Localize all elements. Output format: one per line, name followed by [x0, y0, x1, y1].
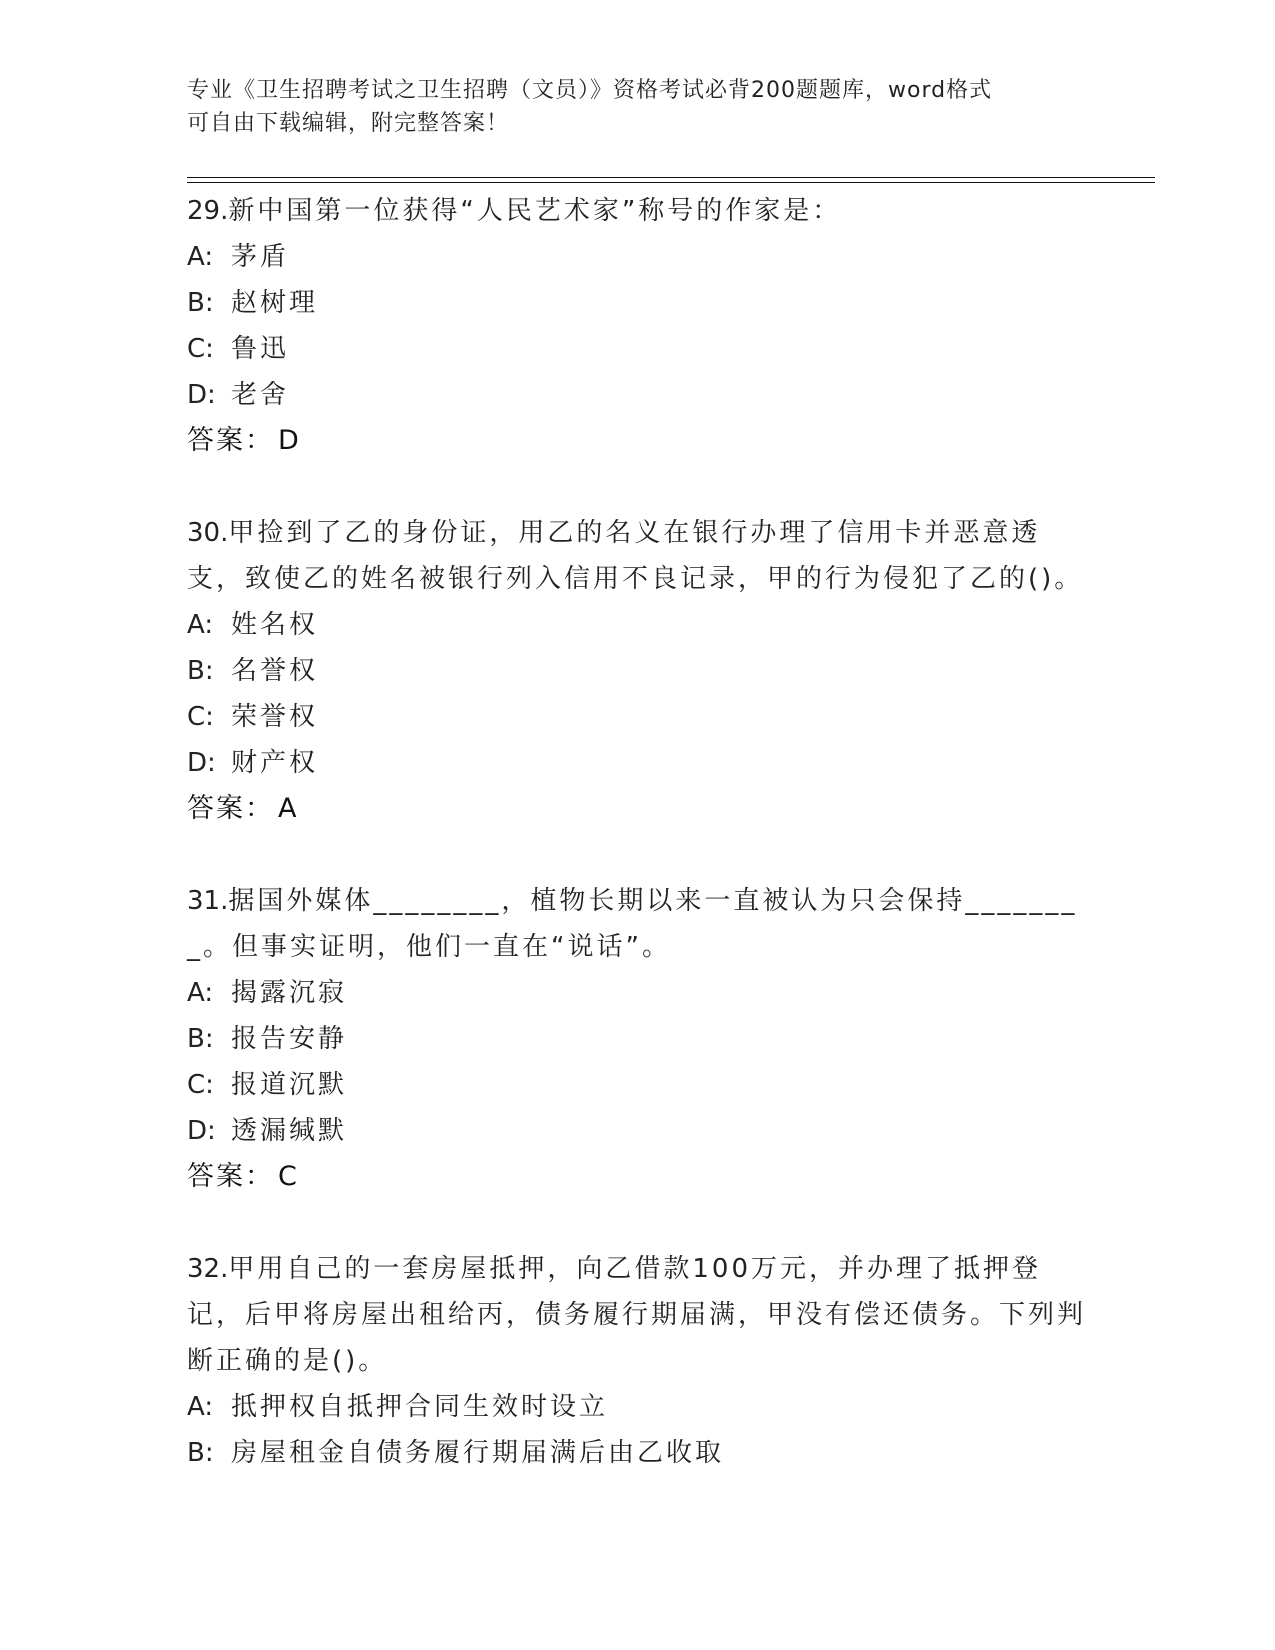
question-number: 32. [187, 1254, 229, 1284]
option-c [187, 1062, 1087, 1108]
option-text: 荣誉权 [231, 702, 319, 732]
option-b [187, 1430, 1087, 1476]
question-stem [187, 1246, 1087, 1384]
option-b [187, 280, 1087, 326]
option-text: 茅盾 [231, 242, 290, 272]
question-31 [187, 878, 1087, 1200]
header-divider-top [187, 177, 1155, 178]
option-text: 透漏缄默 [231, 1116, 348, 1146]
option-text: 报告安静 [231, 1024, 348, 1054]
option-b [187, 648, 1087, 694]
option-letter: B: [187, 1438, 214, 1468]
answer-value: C [278, 1161, 297, 1192]
document-header [187, 74, 1067, 140]
answer-line [187, 418, 1087, 464]
header-line-2: 可自由下载编辑，附完整答案！ [187, 111, 510, 136]
question-stem [187, 188, 1087, 234]
option-letter: D: [187, 380, 216, 410]
option-letter: B: [187, 656, 214, 686]
question-text: 新中国第一位获得“人民艺术家”称号的作家是： [228, 196, 842, 226]
answer-label: 答案： [187, 425, 274, 456]
option-text: 房屋租金自债务履行期届满后由乙收取 [231, 1438, 725, 1468]
option-d [187, 740, 1087, 786]
option-letter: C: [187, 1070, 214, 1100]
question-number: 30. [187, 518, 229, 548]
option-letter: A: [187, 242, 214, 272]
option-text: 赵树理 [231, 288, 319, 318]
option-d [187, 1108, 1087, 1154]
option-letter: B: [187, 1024, 214, 1054]
option-letter: D: [187, 1116, 216, 1146]
header-divider-bottom [187, 182, 1155, 183]
question-number: 29. [187, 196, 229, 226]
option-text: 鲁迅 [231, 334, 290, 364]
answer-line [187, 786, 1087, 832]
option-a [187, 970, 1087, 1016]
option-text: 抵押权自抵押合同生效时设立 [231, 1392, 609, 1422]
question-32 [187, 1246, 1087, 1476]
option-text: 姓名权 [231, 610, 319, 640]
option-letter: C: [187, 334, 214, 364]
option-text: 老舍 [231, 380, 290, 410]
option-text: 财产权 [231, 748, 319, 778]
option-a [187, 1384, 1087, 1430]
question-list [187, 188, 1087, 1522]
option-c [187, 694, 1087, 740]
option-text: 揭露沉寂 [231, 978, 348, 1008]
question-stem [187, 878, 1087, 970]
option-d [187, 372, 1087, 418]
option-a [187, 234, 1087, 280]
question-text: 据国外媒体________，植物长期以来一直被认为只会保持________。但事实证明，他们一直在“说话”。 [187, 886, 1078, 962]
answer-line [187, 1154, 1087, 1200]
option-b [187, 1016, 1087, 1062]
option-text: 报道沉默 [231, 1070, 348, 1100]
option-a [187, 602, 1087, 648]
answer-value: A [278, 793, 297, 824]
option-c [187, 326, 1087, 372]
option-text: 名誉权 [231, 656, 319, 686]
question-stem [187, 510, 1087, 602]
answer-value: D [278, 425, 299, 456]
header-line-1: 专业《卫生招聘考试之卫生招聘（文员）》资格考试必背200题题库，word格式 [187, 78, 993, 103]
question-text: 甲捡到了乙的身份证，用乙的名义在银行办理了信用卡并恶意透支，致使乙的姓名被银行列入信用不良记录，甲的行为侵犯了乙的()。 [187, 518, 1084, 594]
question-text: 甲用自己的一套房屋抵押，向乙借款100万元，并办理了抵押登记，后甲将房屋出租给丙，债务履行期届满，甲没有偿还债务。下列判断正确的是()。 [187, 1254, 1087, 1376]
answer-label: 答案： [187, 793, 274, 824]
option-letter: C: [187, 702, 214, 732]
question-number: 31. [187, 886, 229, 916]
question-30 [187, 510, 1087, 832]
question-29 [187, 188, 1087, 464]
answer-label: 答案： [187, 1161, 274, 1192]
option-letter: A: [187, 978, 214, 1008]
option-letter: A: [187, 610, 214, 640]
option-letter: D: [187, 748, 216, 778]
option-letter: B: [187, 288, 214, 318]
option-letter: A: [187, 1392, 214, 1422]
